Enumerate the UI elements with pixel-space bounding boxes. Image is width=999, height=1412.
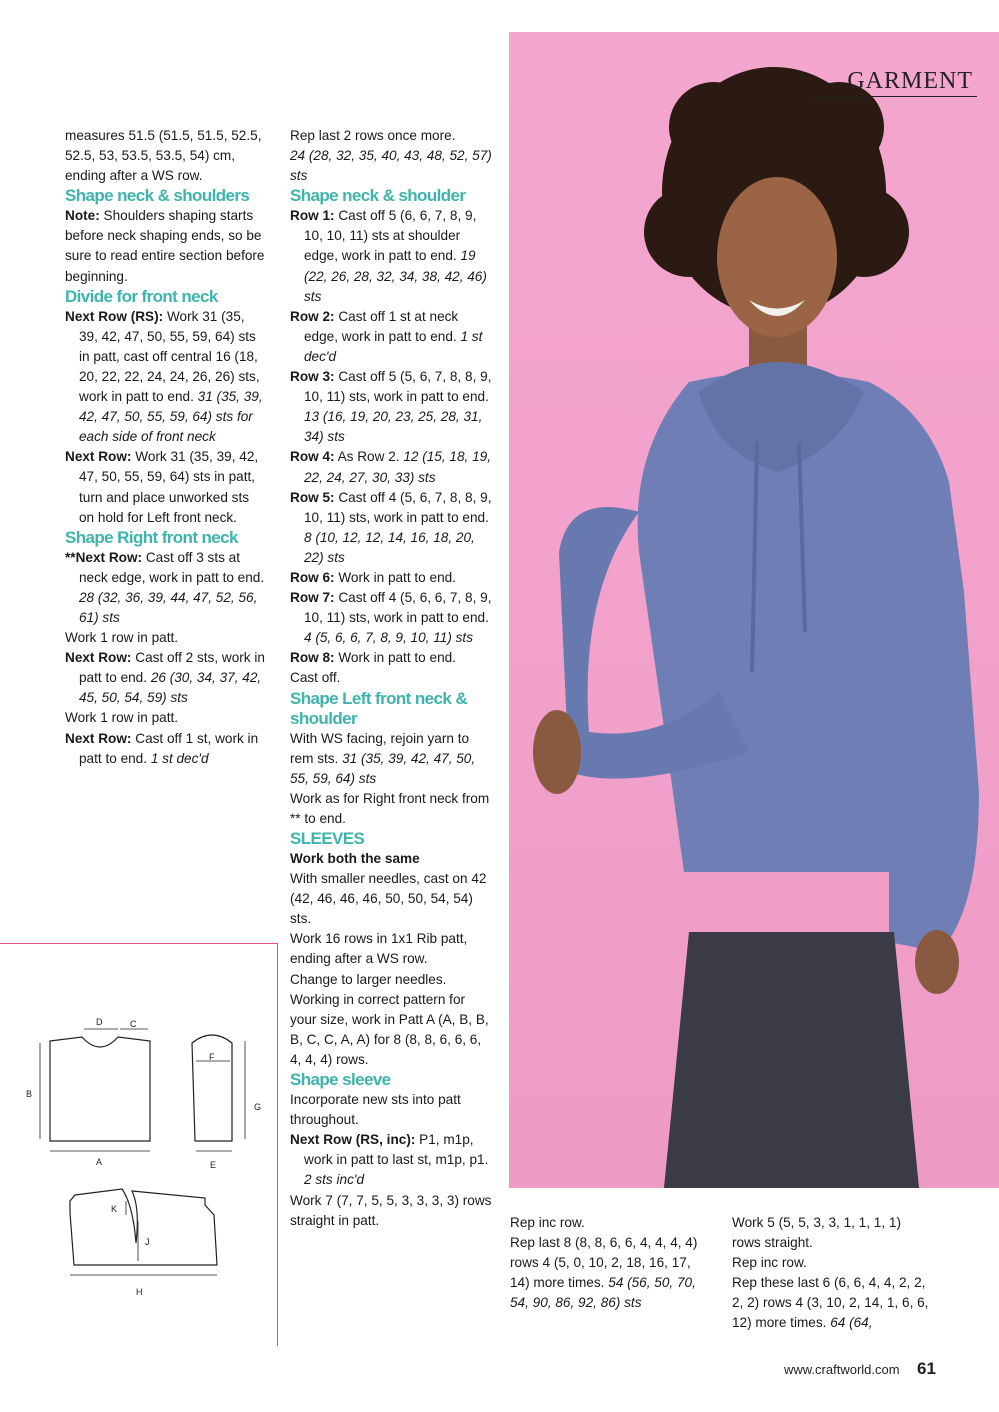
body-outline — [50, 1037, 150, 1141]
label-g: G — [254, 1102, 262, 1112]
sleeves-paragraph-2: Work 16 rows in 1x1 Rib patt, ending after a WS row. — [290, 931, 468, 967]
column-1 — [65, 126, 265, 769]
row-label: Row 7: — [290, 590, 335, 606]
shoulder-row-5 — [290, 488, 495, 568]
left-neck-instruction: With WS facing, rejoin yarn to rem sts. — [290, 730, 470, 766]
intro-text: measures 51.5 (51.5, 51.5, 52.5, 52.5, 53, 53.5, 53.5, 54) cm, ending after a WS row. — [65, 128, 262, 184]
sleeves-paragraph-1: With smaller needles, cast on 42 (42, 46, 46, 46, 50, 50, 54, 54) sts. — [290, 871, 487, 927]
col4-paragraph-1: Work 5 (5, 5, 3, 3, 1, 1, 1, 1) rows straight. — [732, 1215, 901, 1251]
row-text: Cast off 2 sts, work in patt to end. — [79, 650, 265, 686]
note-label: Note: — [65, 208, 100, 224]
right-neck-row-1 — [65, 548, 265, 628]
left-neck-text-2: Work as for Right front neck from ** to end. — [290, 790, 490, 826]
shape-sleeve-paragraph-2: Work 7 (7, 7, 5, 5, 3, 3, 3, 3) rows straight in patt. — [290, 1192, 492, 1228]
shoulder-row-4 — [290, 447, 495, 487]
row-label: Row 6: — [290, 569, 335, 585]
row-text: P1, m1p, work in patt to last st, m1p, p1. — [304, 1132, 489, 1168]
stitch-count: 13 (16, 19, 20, 23, 25, 28, 31, 34) sts — [304, 409, 483, 445]
col4-paragraph-2: Rep inc row. — [732, 1255, 807, 1271]
section-rule — [813, 96, 977, 97]
row-label: Row 1: — [290, 208, 335, 224]
col4-paragraph-3 — [732, 1273, 932, 1333]
stitch-count: 8 (10, 12, 12, 14, 16, 18, 20, 22) sts — [304, 529, 475, 565]
row-label: Next Row: — [65, 449, 132, 465]
heading-sleeves: SLEEVES — [290, 829, 365, 848]
stitch-count: 19 (22, 26, 28, 32, 34, 38, 42, 46) sts — [304, 248, 487, 304]
jeans-shape — [664, 932, 919, 1188]
model-photo — [509, 32, 999, 1188]
row-text: Cast off 4 (5, 6, 7, 8, 8, 9, 10, 11) sts, work in patt to end. — [304, 489, 492, 525]
label-c: C — [130, 1019, 137, 1029]
stitch-count: 28 (32, 36, 39, 44, 47, 52, 56, 61) sts — [79, 589, 258, 625]
heading-shape-neck-shoulders: Shape neck & shoulders — [65, 186, 250, 206]
label-h: H — [136, 1287, 143, 1297]
row-text: Cast off 1 st at neck edge, work in patt to end. — [304, 308, 461, 344]
row-label: Next Row: — [65, 650, 132, 666]
sleeve-outline — [192, 1035, 232, 1141]
sleeves-paragraph-3: Change to larger needles. — [290, 971, 447, 987]
right-neck-row-2: Work 1 row in patt. — [65, 630, 179, 646]
stitch-count: 1 st dec'd — [150, 750, 209, 766]
divide-row-1 — [65, 307, 265, 448]
stitch-count: 26 (30, 34, 37, 42, 45, 50, 54, 59) sts — [79, 670, 262, 706]
row-label: Row 4: — [290, 449, 335, 465]
col4-instruction: Rep these last 6 (6, 6, 4, 4, 2, 2, 2, 2) rows 4 (3, 10, 2, 14, 1, 6, 6, 12) more times. — [732, 1275, 929, 1331]
section-label: GARMENT — [847, 68, 973, 94]
sleeves-subheading: Work both the same — [290, 851, 420, 866]
stitch-count: 31 (35, 39, 42, 47, 50, 55, 59, 64) sts — [290, 750, 476, 786]
col3-instruction: Rep last 8 (8, 8, 6, 6, 4, 4, 4, 4) rows 4 (5, 0, 10, 2, 18, 16, 17, 14) more times. — [510, 1235, 698, 1291]
row-text: Cast off 3 sts at neck edge, work in patt to end. — [79, 549, 265, 585]
row-label: **Next Row: — [65, 549, 143, 565]
divide-row-2 — [65, 447, 265, 527]
label-d: D — [96, 1017, 103, 1027]
right-neck-row-3 — [65, 648, 265, 708]
shape-sleeve-paragraph-1: Incorporate new sts into patt throughout. — [290, 1092, 461, 1128]
row-label: Next Row: — [65, 730, 132, 746]
col3-paragraph-2 — [510, 1233, 710, 1313]
left-neck-text — [290, 729, 495, 789]
label-j: J — [145, 1237, 150, 1247]
stitch-count: 54 (56, 50, 70, 54, 90, 86, 92, 86) sts — [510, 1275, 696, 1311]
shape-sleeve-inc-row — [290, 1130, 495, 1190]
row-label: Row 5: — [290, 489, 335, 505]
shoulder-row-8 — [290, 648, 495, 668]
cast-off-text: Cast off. — [290, 670, 341, 686]
shoulder-row-3 — [290, 367, 495, 447]
col3-paragraph-1: Rep inc row. — [510, 1215, 585, 1230]
heading-shape-neck-shoulder: Shape neck & shoulder — [290, 186, 466, 206]
right-neck-row-4: Work 1 row in patt. — [65, 710, 179, 726]
row-text: Cast off 5 (5, 6, 7, 8, 8, 9, 10, 11) sts, work in patt to end. — [304, 369, 492, 405]
shoulder-row-7 — [290, 588, 495, 648]
model-photo-illustration — [509, 32, 999, 1188]
row-text: Cast off 4 (5, 6, 6, 7, 8, 9, 10, 11) sts, work in patt to end. — [304, 590, 492, 626]
sweater-shape — [638, 372, 979, 952]
heading-shape-left-front-neck: Shape Left front neck & shoulder — [290, 688, 468, 728]
row-label: Next Row (RS): — [65, 308, 164, 324]
label-a: A — [96, 1157, 103, 1167]
row-label: Next Row (RS, inc): — [290, 1132, 416, 1148]
sleeves-paragraph-4: Working in correct pattern for your size, work in Patt A (A, B, B, B, C, C, A, A) for 8 (8, 8, 6, 6, 6, 4, 4, 4) rows. — [290, 991, 489, 1067]
note-paragraph — [65, 206, 265, 286]
stitch-count: 4 (5, 6, 6, 7, 8, 9, 10, 11) sts — [304, 630, 474, 646]
column-2 — [290, 126, 495, 1231]
schematic-diagram — [0, 943, 277, 1345]
column-3 — [510, 1213, 710, 1313]
page-number: 61 — [917, 1359, 936, 1378]
label-f: F — [209, 1052, 215, 1062]
row-text: Work 31 (35, 39, 42, 47, 50, 55, 59, 64) sts in patt, cast off central 16 (18, 20, 22, 22, 24, 24, 26, 26) sts, work in patt to end. — [79, 308, 260, 405]
row-label: Row 2: — [290, 308, 335, 324]
row-text: Cast off 5 (6, 6, 7, 8, 9, 10, 10, 11) sts at shoulder edge, work in patt to end. — [304, 208, 477, 264]
stitch-count: 31 (35, 39, 42, 47, 50, 55, 59, 64) sts for each side of front neck — [79, 389, 263, 445]
stitch-count: 1 st dec'd — [304, 328, 483, 364]
right-neck-row-5 — [65, 729, 265, 769]
heading-shape-sleeve: Shape sleeve — [290, 1070, 391, 1090]
row-text: Cast off 1 st, work in patt to end. — [79, 730, 259, 766]
shoulder-row-2 — [290, 307, 495, 367]
column-4 — [732, 1213, 932, 1334]
row-text: Work 31 (35, 39, 42, 47, 50, 55, 59, 64) sts in patt, turn and place unworked sts on hold for Left front neck. — [79, 449, 259, 525]
note-text: Shoulders shaping starts before neck shaping ends, so be sure to read entire section before beginning. — [65, 208, 265, 284]
row-label: Row 8: — [290, 650, 335, 666]
stitch-count: 64 (64, — [830, 1315, 873, 1331]
shoulder-row-1 — [290, 206, 495, 306]
footer-url: www.craftworld.com — [784, 1362, 900, 1377]
row-text: Work in patt to end. — [334, 569, 456, 585]
repeat-text: Rep last 2 rows once more. — [290, 128, 456, 143]
stitch-count: 2 sts inc'd — [304, 1172, 365, 1188]
row-text: Work in patt to end. — [334, 650, 456, 666]
repeat-count: 24 (28, 32, 35, 40, 43, 48, 52, 57) sts — [290, 148, 492, 184]
row-label: Row 3: — [290, 369, 335, 385]
heading-shape-right-front-neck: Shape Right front neck — [65, 527, 238, 547]
row-text: As Row 2. — [334, 449, 404, 465]
label-k: K — [111, 1204, 118, 1214]
label-e: E — [210, 1160, 217, 1170]
shoulder-row-6 — [290, 568, 495, 588]
heading-divide-front-neck: Divide for front neck — [65, 286, 218, 306]
stitch-count: 12 (15, 18, 19, 22, 24, 27, 30, 33) sts — [304, 449, 491, 485]
neckline-outline — [70, 1189, 217, 1265]
label-b: B — [26, 1089, 33, 1099]
